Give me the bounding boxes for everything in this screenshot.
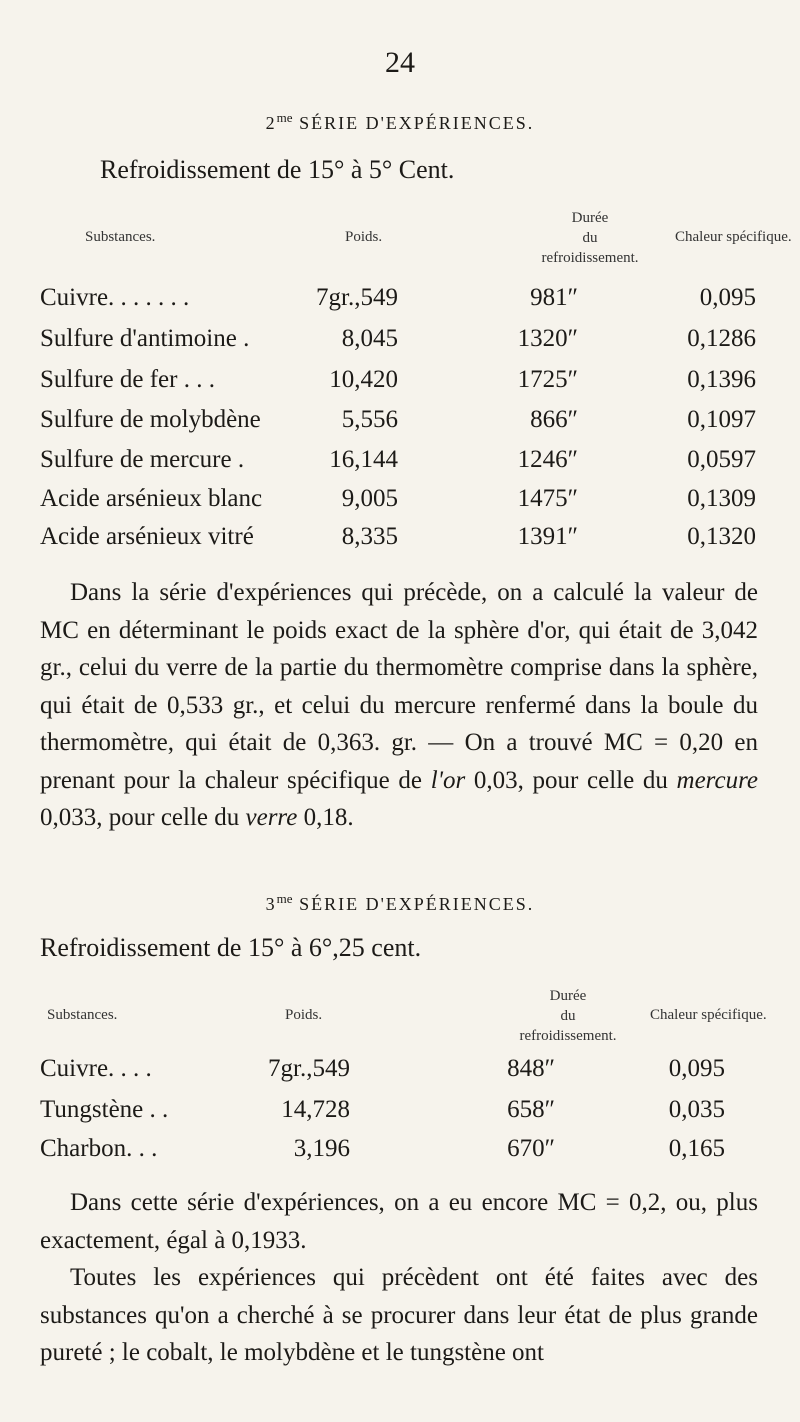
page-number: 24 xyxy=(385,46,415,79)
series-3-ordinal-sup: me xyxy=(276,891,293,906)
substance-name: Sulfure de mercure . xyxy=(40,446,245,473)
duration-value: 1320″ xyxy=(517,325,578,352)
substance-name: Sulfure d'antimoine . xyxy=(40,325,250,352)
weight-value: 7gr.,549 xyxy=(268,1055,350,1082)
col-duree-line-1: Durée xyxy=(549,988,587,1004)
table-row xyxy=(0,325,800,365)
paragraph-2: Dans cette série d'expériences, on a eu encore MC = 0,2, ou, plus exactement, égal à 0,1933. xyxy=(40,1189,758,1254)
col-duree-line-2: du xyxy=(560,1008,576,1024)
table-row xyxy=(0,1096,800,1136)
col-poids: Poids. xyxy=(345,229,383,245)
paragraph-1-italic-or: l'or xyxy=(430,766,466,794)
table-row xyxy=(0,1055,800,1095)
paragraph-3: Toutes les expériences qui précèdent ont été faites avec des substances qu'on a cherché à se procurer dans leur état de plus grande pureté ; le cobalt, le molybdène et le tungstène ont xyxy=(40,1264,758,1366)
weight-value: 8,045 xyxy=(341,325,398,352)
series-2-heading: Refroidissement de 15° à 5° Cent. xyxy=(100,155,455,184)
weight-value: 3,196 xyxy=(293,1135,350,1162)
table-row xyxy=(0,485,800,525)
col-duree-line-1: Durée xyxy=(571,210,609,226)
paragraph-1-text-c: 0,033, pour celle du xyxy=(40,804,246,831)
table-row xyxy=(0,1135,800,1175)
col-chaleur: Chaleur spécifique. xyxy=(675,229,792,245)
duration-value: 670″ xyxy=(507,1135,555,1162)
col-duree-line-3: refroidissement. xyxy=(541,250,639,266)
duration-value: 658″ xyxy=(507,1096,555,1123)
paragraph-1-text-b: 0,03, pour celle du xyxy=(465,766,677,794)
duration-value: 848″ xyxy=(507,1055,555,1082)
substance-name: Cuivre. . . . . . . xyxy=(40,284,190,311)
series-2-label: SÉRIE D'EXPÉRIENCES. xyxy=(299,113,535,133)
specific-heat-value: 0,0597 xyxy=(687,446,756,473)
substance-name: Sulfure de fer . . . xyxy=(40,366,215,393)
specific-heat-value: 0,095 xyxy=(699,284,756,311)
series-2-ordinal: 2 xyxy=(265,113,277,133)
duration-value: 1725″ xyxy=(517,366,578,393)
col-substances: Substances. xyxy=(47,1007,118,1023)
series-3-title xyxy=(0,891,800,915)
paragraph-1-italic-mercure: mercure xyxy=(676,766,758,794)
weight-value: 14,728 xyxy=(281,1096,350,1123)
duration-value: 1391″ xyxy=(517,523,578,550)
duration-value: 981″ xyxy=(530,284,578,311)
table-row xyxy=(0,523,800,563)
specific-heat-value: 0,1320 xyxy=(687,523,756,550)
table-row xyxy=(0,284,800,324)
paragraph-1-text-d: 0,18. xyxy=(297,804,354,831)
substance-name: Acide arsénieux vitré xyxy=(40,523,254,550)
specific-heat-value: 0,165 xyxy=(668,1135,725,1162)
col-duree xyxy=(478,986,658,1046)
substance-name: Acide arsénieux blanc xyxy=(40,485,263,512)
col-poids: Poids. xyxy=(285,1007,323,1023)
weight-value: 5,556 xyxy=(341,406,398,433)
series-2-ordinal-sup: me xyxy=(276,110,293,125)
series-3-label: SÉRIE D'EXPÉRIENCES. xyxy=(299,894,535,914)
duration-value: 866″ xyxy=(530,406,578,433)
table-row xyxy=(0,446,800,486)
col-duree-line-3: refroidissement. xyxy=(519,1028,617,1044)
specific-heat-value: 0,1396 xyxy=(687,366,756,393)
series-2-title xyxy=(0,110,800,134)
col-duree xyxy=(500,208,680,268)
series-3-heading: Refroidissement de 15° à 6°,25 cent. xyxy=(40,933,422,962)
paragraph-1-italic-verre: verre xyxy=(245,804,298,831)
specific-heat-value: 0,1286 xyxy=(687,325,756,352)
duration-value: 1246″ xyxy=(517,446,578,473)
specific-heat-value: 0,035 xyxy=(668,1096,725,1123)
duration-value: 1475″ xyxy=(517,485,578,512)
weight-value: 7gr.,549 xyxy=(316,284,398,311)
substance-name: Tungstène . . xyxy=(40,1096,169,1123)
substance-name: Charbon. . . xyxy=(40,1135,158,1162)
substance-name: Sulfure de molybdène xyxy=(40,406,261,433)
weight-value: 10,420 xyxy=(329,366,398,393)
col-duree-line-2: du xyxy=(582,230,598,246)
col-chaleur: Chaleur spécifique. xyxy=(650,1007,767,1023)
series-3-ordinal: 3 xyxy=(265,894,277,914)
specific-heat-value: 0,095 xyxy=(668,1055,725,1082)
col-substances: Substances. xyxy=(85,229,156,245)
paragraph-1-text-a: Dans la série d'expériences qui précède, on a calculé la valeur de MC en déterminant le poids exact de la sphère d'or, qui était de 3,042 gr., celui du verre de la partie du thermomètre comprise dans la sphère, qui était de 0,533 gr., et celui du mercure renfermé dans la boule du thermomètre, qui était de 0,363. gr. — On a trouvé MC = 0,20 en prenant pour la chaleur spécifique de xyxy=(40,579,758,794)
paragraph-1 xyxy=(40,574,758,837)
table-row xyxy=(0,366,800,406)
table-row xyxy=(0,406,800,446)
substance-name: Cuivre. . . . xyxy=(40,1055,152,1082)
weight-value: 8,335 xyxy=(341,523,398,550)
weight-value: 16,144 xyxy=(329,446,398,473)
paragraph-2-3 xyxy=(40,1184,758,1372)
specific-heat-value: 0,1097 xyxy=(687,406,756,433)
specific-heat-value: 0,1309 xyxy=(687,485,756,512)
weight-value: 9,005 xyxy=(341,485,398,512)
